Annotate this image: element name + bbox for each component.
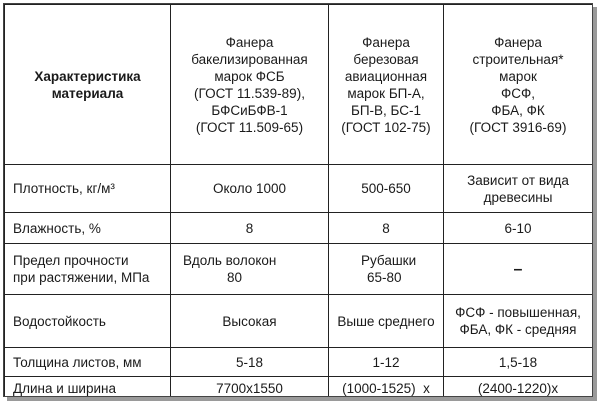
row-length-width (5, 377, 593, 398)
moisture-label: Влажность, % (5, 213, 171, 244)
strength-bakelized: Вдоль волокон 80 (171, 244, 329, 295)
moisture-bakelized: 8 (171, 213, 329, 244)
header-row (5, 5, 593, 165)
thickness-construction: 1,5-18 (444, 348, 593, 377)
water-label: Водостойкость (5, 295, 171, 348)
strength-label: Предел прочности при растяжении, МПа (5, 244, 171, 295)
size-construction: (2400-1220)x (444, 377, 593, 398)
water-construction: ФСФ - повышенная, ФБА, ФК - средняя (444, 295, 593, 348)
thickness-aviation: 1-12 (329, 348, 444, 377)
table-frame (3, 3, 593, 397)
water-bakelized: Высокая (171, 295, 329, 348)
header-bakelized-plywood: Фанера бакелизированная марок ФСБ (ГОСТ 11.539-89), БФСиБФВ-1 (ГОСТ 11.509-65) (171, 5, 329, 165)
header-construction-plywood: Фанера строительная* марок ФСФ, ФБА, ФК (ГОСТ 3916-69) (444, 5, 593, 165)
row-sheet-thickness (5, 348, 593, 377)
density-aviation: 500-650 (329, 165, 444, 213)
header-aviation-plywood: Фанера березовая авиационная марок БП-А, БП-В, БС-1 (ГОСТ 102-75) (329, 5, 444, 165)
density-construction: Зависит от вида древесины (444, 165, 593, 213)
strength-construction: – (444, 244, 593, 295)
density-bakelized: Около 1000 (171, 165, 329, 213)
size-label: Длина и ширина (5, 377, 171, 398)
row-water-resistance (5, 295, 593, 348)
thickness-bakelized: 5-18 (171, 348, 329, 377)
moisture-aviation: 8 (329, 213, 444, 244)
strength-aviation: Рубашки 65-80 (329, 244, 444, 295)
row-moisture (5, 213, 593, 244)
density-label: Плотность, кг/м³ (5, 165, 171, 213)
water-aviation: Выше среднего (329, 295, 444, 348)
row-density (5, 165, 593, 213)
header-characteristic: Характеристика материала (5, 5, 171, 165)
size-aviation: (1000-1525) x (329, 377, 444, 398)
thickness-label: Толщина листов, мм (5, 348, 171, 377)
size-bakelized: 7700x1550 (171, 377, 329, 398)
row-tensile-strength (5, 244, 593, 295)
moisture-construction: 6-10 (444, 213, 593, 244)
plywood-properties-table (4, 4, 593, 397)
